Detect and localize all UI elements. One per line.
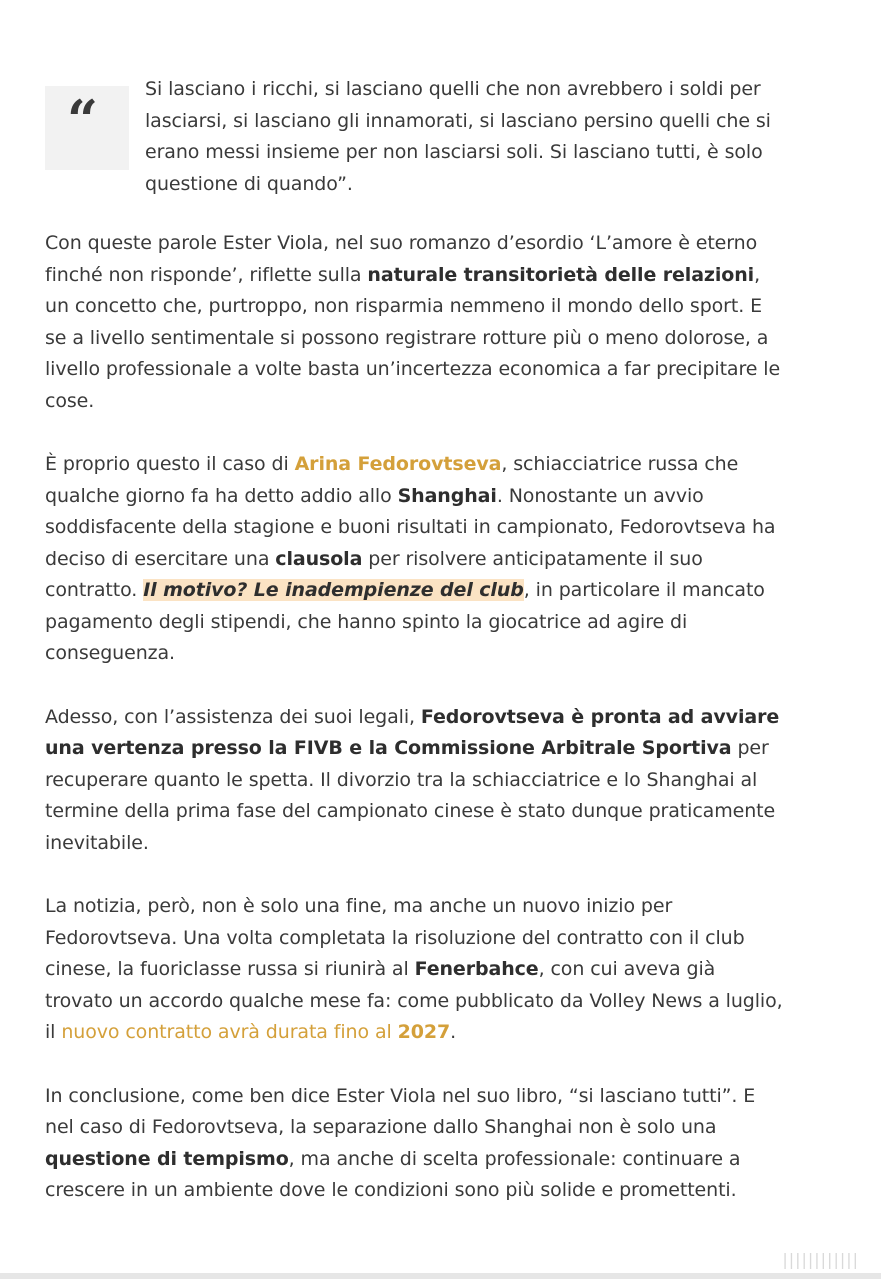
text: In conclusione, come ben dice Ester Viola nel suo libro, “si lasciano tutti”. E nel caso di Fedorovtseva, la separazione dallo Shanghai non è solo una bbox=[45, 1084, 756, 1138]
link-year: 2027 bbox=[397, 1021, 451, 1043]
bottom-divider bbox=[0, 1273, 881, 1279]
blockquote bbox=[45, 74, 785, 200]
text: , ma anche di scelta professionale: continuare a crescere in un ambiente dove le condizioni sono più solide e promettenti. bbox=[45, 1147, 741, 1201]
watermark: |||||||||||| bbox=[782, 1250, 859, 1269]
bold-text: Fedorovtseva è pronta ad avviare una vertenza presso la FIVB e la Commissione Arbitrale Sportiva bbox=[45, 705, 780, 759]
quote-box bbox=[45, 86, 129, 170]
paragraph-3 bbox=[45, 702, 785, 860]
text: , schiacciatrice russa che qualche giorno fa ha detto addio allo bbox=[45, 453, 739, 507]
text: , con cui aveva già trovato un accordo qualche mese fa: come pubblicato da Volley News a luglio, il bbox=[45, 958, 783, 1043]
article-body bbox=[45, 74, 785, 1207]
bold-text: Fenerbahce bbox=[414, 958, 539, 980]
text: . Nonostante un avvio soddisfacente della stagione e buoni risultati in campionato, Fedorovtseva ha deciso di esercitare una bbox=[45, 484, 776, 570]
highlighted-text: Il motivo? Le inadempienze del club bbox=[143, 579, 524, 601]
paragraph-2 bbox=[45, 449, 785, 670]
text: per recuperare quanto le spetta. Il divorzio tra la schiacciatrice e lo Shanghai al termine della prima fase del campionato cinese è stato dunque praticamente inevitabile. bbox=[45, 737, 776, 854]
paragraph-4 bbox=[45, 891, 785, 1049]
quote-mark-icon: “ bbox=[67, 88, 99, 152]
bold-text: questione di tempismo bbox=[45, 1147, 289, 1170]
quote-text: Si lasciano i ricchi, si lasciano quelli che non avrebbero i soldi per lasciarsi, si lasciano gli innamorati, si lasciano persino quelli che si erano messi insieme per non lasciarsi soli. Si lasciano tutti, è solo questione di quando”. bbox=[145, 78, 771, 195]
text: per risolvere anticipatamente il suo contratto. bbox=[45, 547, 703, 601]
bold-text: Shanghai bbox=[397, 484, 497, 507]
link-text: nuovo contratto avrà durata fino al bbox=[61, 1021, 398, 1043]
text: . bbox=[450, 1021, 457, 1043]
text: Adesso, con l’assistenza dei suoi legali, bbox=[45, 705, 421, 728]
text: Con queste parole Ester Viola, nel suo romanzo d’esordio ‘L’amore è eterno finché non risponde’, riflette sulla bbox=[45, 232, 758, 286]
player-name-link[interactable]: Arina Fedorovtseva bbox=[294, 453, 502, 475]
bold-text: naturale transitorietà delle relazioni bbox=[367, 263, 755, 286]
text: , in particolare il mancato pagamento degli stipendi, che hanno spinto la giocatrice ad agire di conseguenza. bbox=[45, 579, 765, 664]
paragraph-1 bbox=[45, 228, 785, 417]
text: La notizia, però, non è solo una fine, ma anche un nuovo inizio per Fedorovtseva. Una volta completata la risoluzione del contratto con il club cinese, la fuoriclasse russa si riunirà al bbox=[45, 895, 745, 980]
text: , un concetto che, purtroppo, non risparmia nemmeno il mondo dello sport. E se a livello sentimentale si possono registrare rotture più o meno dolorose, a livello professionale a volte basta un’incertezza economica a far precipitare le cose. bbox=[45, 263, 781, 412]
bold-text: clausola bbox=[275, 547, 363, 570]
text: È proprio questo il caso di bbox=[45, 453, 295, 475]
paragraph-5 bbox=[45, 1081, 785, 1207]
contract-link[interactable] bbox=[61, 1021, 450, 1043]
